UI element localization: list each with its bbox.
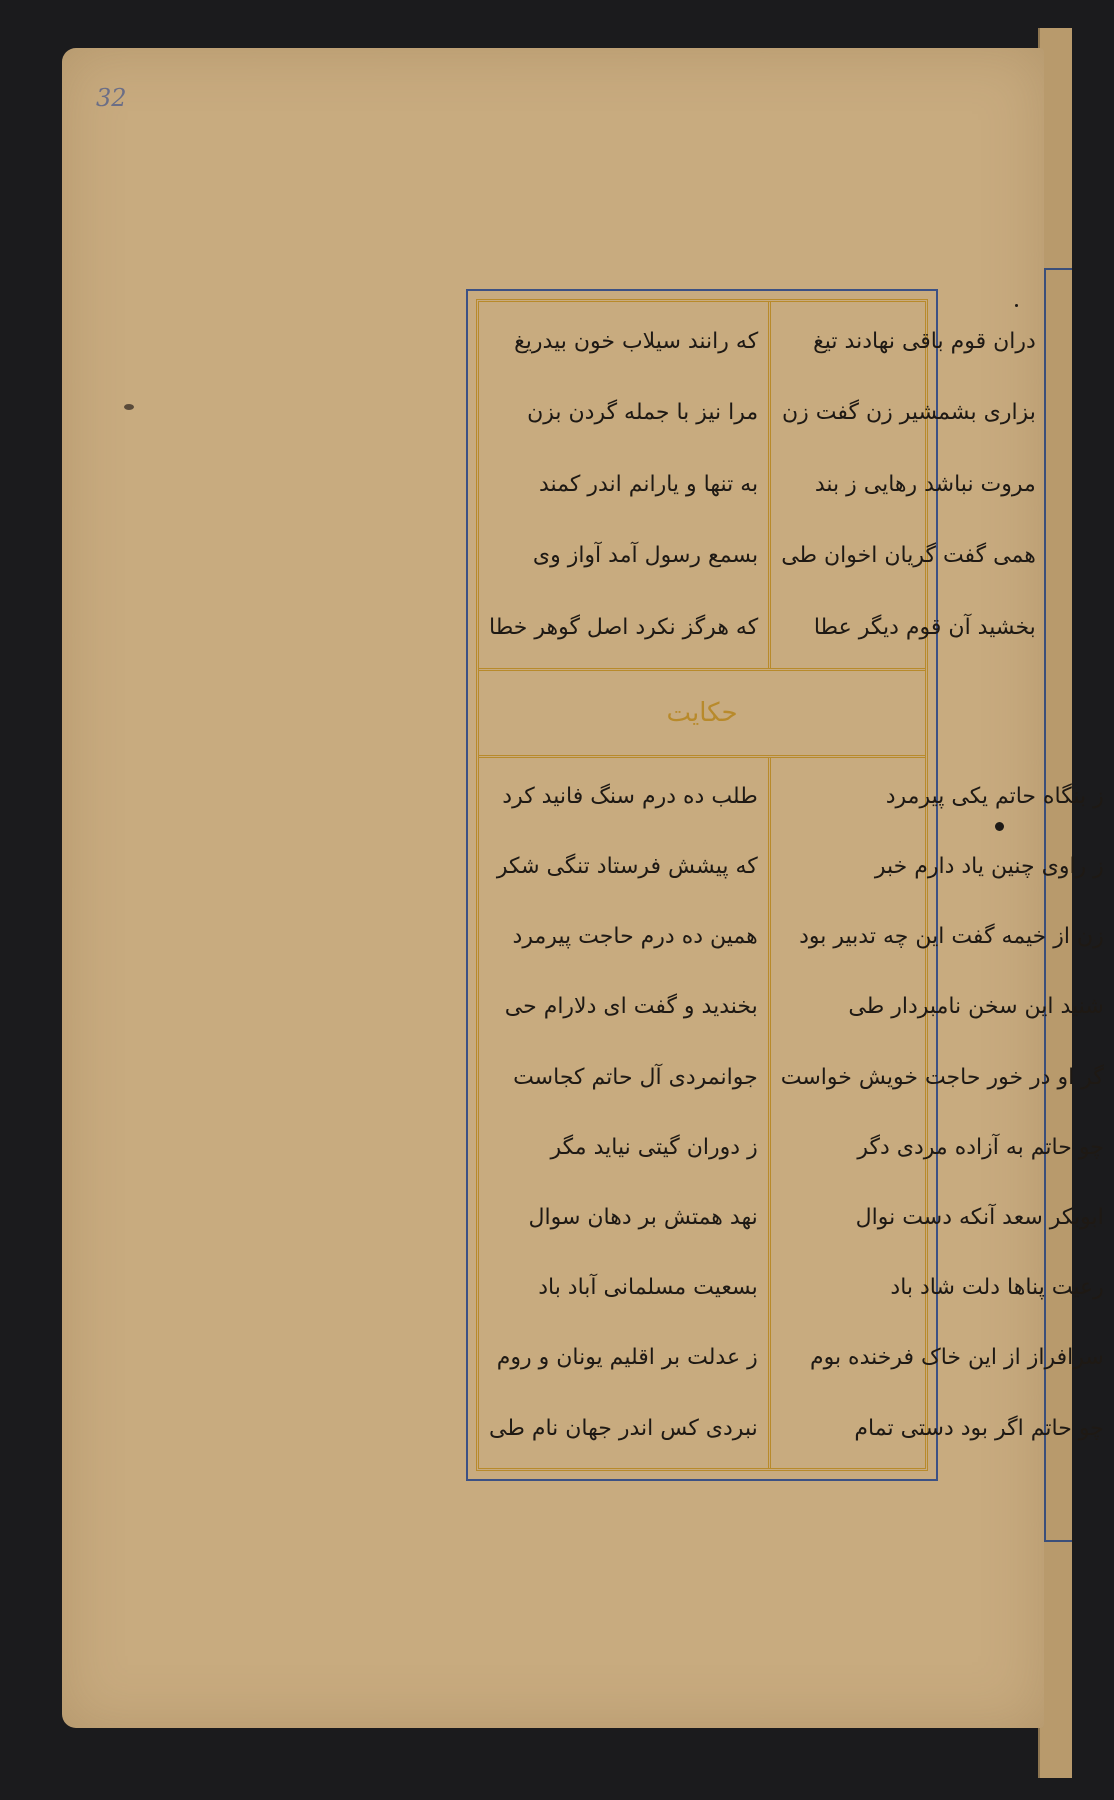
verse-line: جوانمردی آل حاتم کجاست: [513, 1064, 758, 1090]
verse-line: مرا نیز با جمله گردن بزن: [527, 400, 759, 426]
text-frame-inner-border: [476, 299, 1104, 1471]
folio-number: 32: [96, 84, 127, 112]
text-frame: [466, 289, 1104, 1481]
verse-line: همی گفت گریان اخوان طی: [781, 543, 1036, 569]
verse-line: نهد همتش بر دهان سوال: [528, 1205, 758, 1231]
verse-line: ابوبکر سعد آنکه دست نوال: [855, 1205, 1104, 1231]
verse-line: به تنها و یارانم اندر کمند: [538, 471, 759, 497]
verse-column-left: [479, 758, 768, 1468]
section-heading-panel: [479, 668, 925, 758]
verse-line: بخشید آن قوم دیگر عطا: [813, 614, 1036, 640]
verse-line: چو حاتم به آزاده مردی دگر: [857, 1134, 1104, 1160]
section-heading: حکایت: [666, 698, 738, 728]
verse-line: شنید این سخن نامبردار طی: [848, 994, 1104, 1020]
verse-line: که رانند سیلاب خون بیدریغ: [514, 328, 759, 354]
verse-line: ز راوی چنین یاد دارم خبر: [874, 854, 1104, 880]
verse-line: زن از خیمه گفت این چه تدبیر بود: [799, 924, 1104, 950]
verse-line: طلب ده درم سنگ فانید کرد: [502, 783, 758, 809]
verse-column-left: [479, 302, 768, 668]
verse-line: گر او در خور حاجت خویش خواست: [780, 1064, 1104, 1090]
verse-line: رعیت پناها دلت شاد باد: [890, 1275, 1104, 1301]
verse-line: دران قوم باقی نهادند تیغ: [813, 328, 1036, 354]
verse-line: بزاری بشمشیر زن گفت زن: [781, 400, 1036, 426]
verse-line: ز دوران گیتی نیاید مگر: [550, 1134, 758, 1160]
verse-line: مروت نباشد رهایی ز بند: [814, 471, 1036, 497]
verse-line: ز بنگاه حاتم یکی پیرمرد: [885, 783, 1104, 809]
verse-line: سرافراز از این خاک فرخنده بوم: [809, 1345, 1104, 1371]
verse-line: بسعیت مسلمانی آباد باد: [538, 1275, 758, 1301]
verse-block-top: [479, 302, 1036, 668]
ink-speck: [124, 404, 134, 410]
verse-block-bottom: [479, 758, 1104, 1468]
verse-column-right: [768, 758, 1114, 1468]
verse-line: همین ده درم حاجت پیرمرد: [512, 924, 758, 950]
verse-line: بسمع رسول آمد آواز وی: [532, 543, 759, 569]
verse-line: نبردی کس اندر جهان نام طی: [489, 1415, 758, 1441]
verse-line: بخندید و گفت ای دلارام حی: [504, 994, 758, 1020]
verse-line: که پیشش فرستاد تنگی شکر: [496, 854, 758, 880]
verse-line: که هرگز نکرد اصل گوهر خطا: [489, 614, 759, 640]
verse-line: چو حاتم اگر بود دستی تمام: [854, 1415, 1104, 1441]
verse-line: ز عدلت بر اقلیم یونان و روم: [496, 1345, 758, 1371]
verse-column-right: [768, 302, 1046, 668]
